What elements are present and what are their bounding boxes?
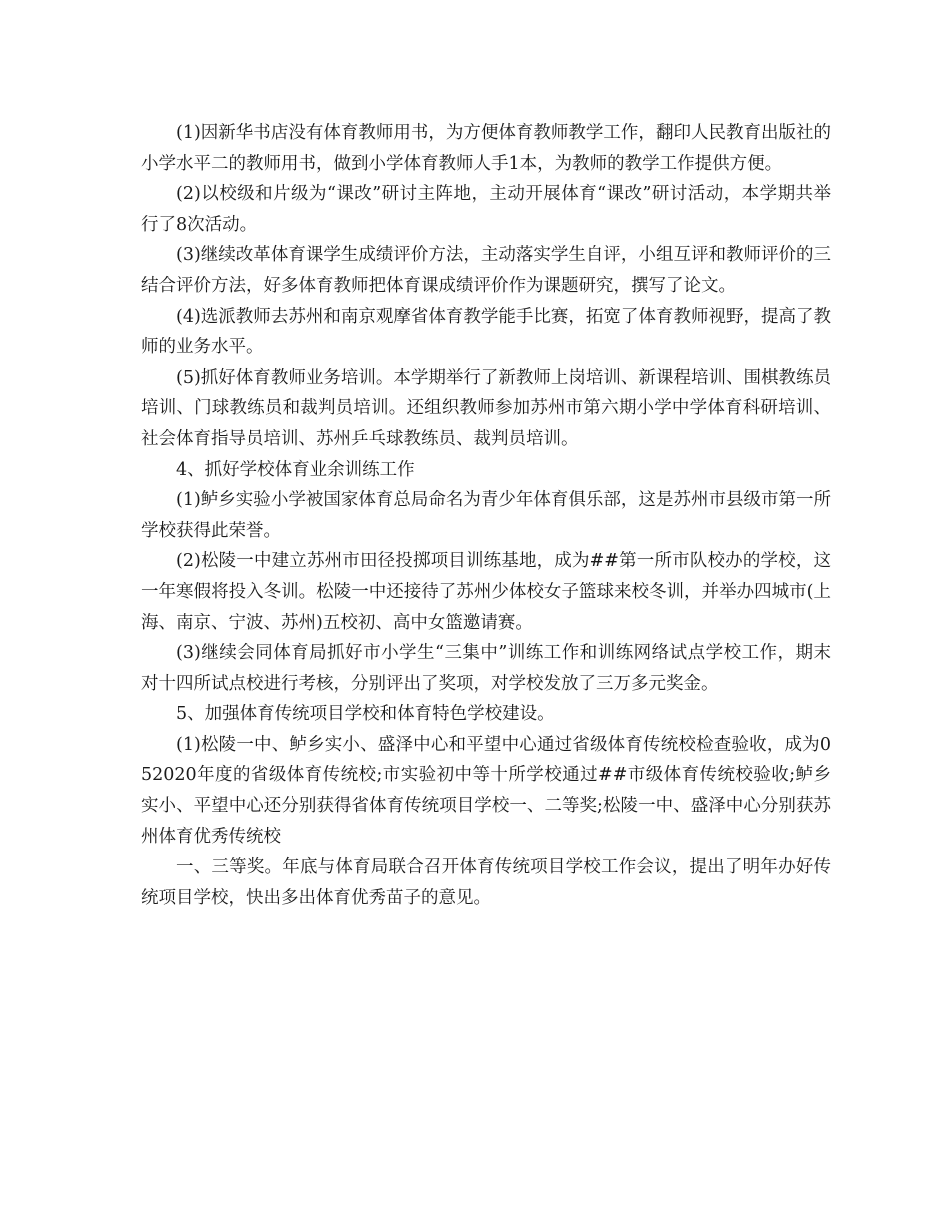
paragraph-9: (1)松陵一中、鲈乡实小、盛泽中心和平望中心通过省级体育传统校检查验收，成为052020年度的省级体育传统校;市实验初中等十所学校通过##市级体育传统校验收;鲈乡实小、平望中心还分别获得省体育传统项目学校一、二等奖;松陵一中、盛泽中心分别获苏州体育优秀传统校 — [141, 734, 831, 847]
paragraph-5: (5)抓好体育教师业务培训。本学期举行了新教师上岗培训、新课程培训、围棋教练员培训、门球教练员和裁判员培训。还组织教师参加苏州市第六期小学中学体育科研培训、社会体育指导员培训、苏州乒乓球教练员、裁判员培训。 — [141, 367, 831, 449]
paragraph-4: (4)选派教师去苏州和南京观摩省体育教学能手比赛，拓宽了体育教师视野，提高了教师的业务水平。 — [141, 306, 831, 358]
paragraph-10: 一、三等奖。年底与体育局联合召开体育传统项目学校工作会议，提出了明年办好传统项目学校，快出多出体育优秀苗子的意见。 — [141, 857, 831, 908]
paragraph-7: (2)松陵一中建立苏州市田径投掷项目训练基地，成为##第一所市队校办的学校，这一年寒假将投入冬训。松陵一中还接待了苏州少体校女子篮球来校冬训，并举办四城市(上海、南京、宁波、苏州)五校初、高中女篮邀请赛。 — [141, 551, 831, 633]
paragraph-8: (3)继续会同体育局抓好市小学生“三集中”训练工作和训练网络试点学校工作，期末对十四所试点校进行考核，分别评出了奖项，对学校发放了三万多元奖金。 — [141, 643, 831, 694]
paragraph-2: (2)以校级和片级为“课改”研讨主阵地，主动开展体育“课改”研讨活动，本学期共举行了8次活动。 — [141, 184, 831, 235]
section-heading-5: 5、加强体育传统项目学校和体育特色学校建设。 — [176, 704, 555, 725]
section-heading-4: 4、抓好学校体育业余训练工作 — [176, 459, 415, 480]
document-body — [141, 118, 831, 913]
paragraph-6: (1)鲈乡实验小学被国家体育总局命名为青少年体育俱乐部，这是苏州市县级市第一所学校获得此荣誉。 — [141, 490, 831, 541]
paragraph-3: (3)继续改革体育课学生成绩评价方法，主动落实学生自评，小组互评和教师评价的三结合评价方法，好多体育教师把体育课成绩评价作为课题研究，撰写了论文。 — [141, 245, 831, 296]
paragraph-1: (1)因新华书店没有体育教师用书，为方便体育教师教学工作，翻印人民教育出版社的小学水平二的教师用书，做到小学体育教师人手1本，为教师的教学工作提供方便。 — [141, 123, 831, 174]
